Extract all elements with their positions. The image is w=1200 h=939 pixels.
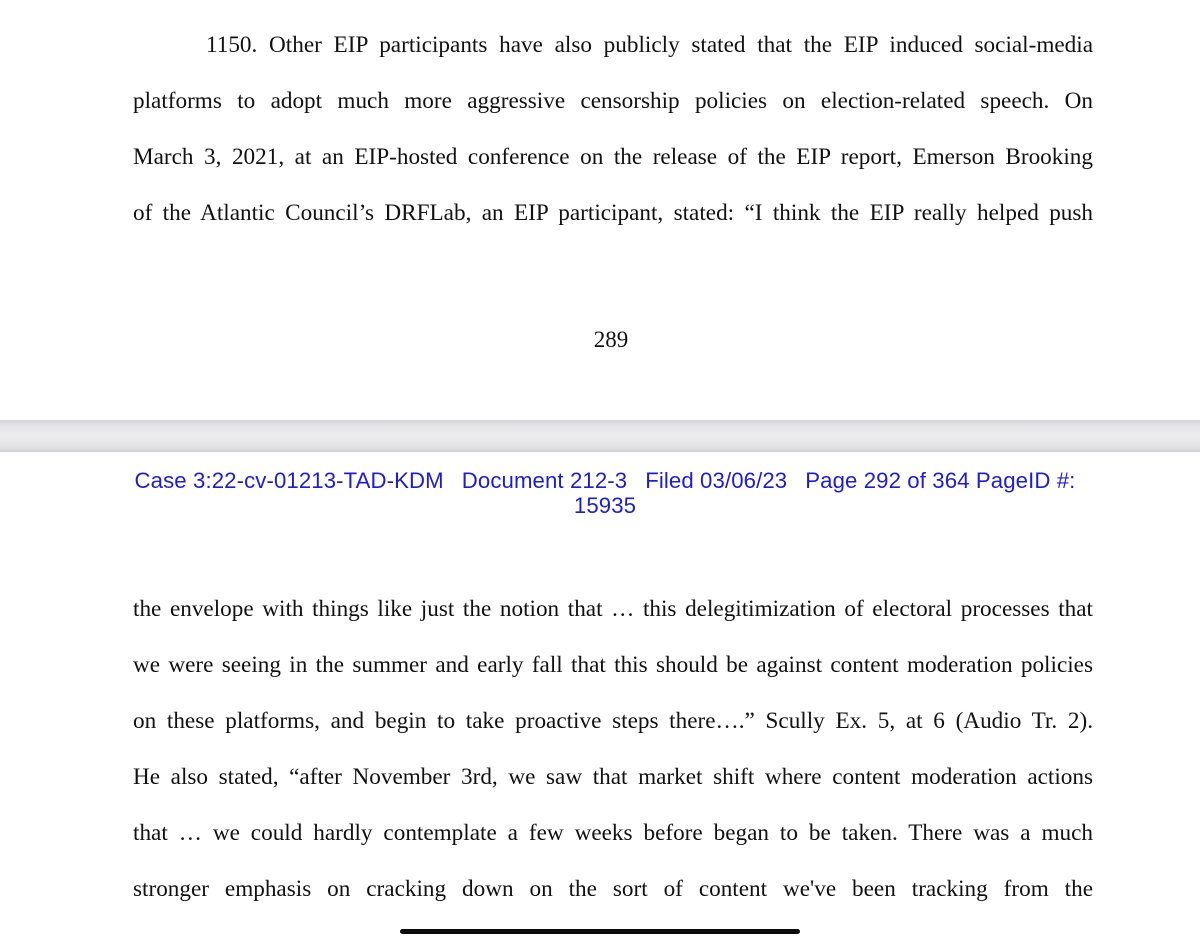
home-indicator[interactable] — [400, 929, 800, 934]
document-page-292 — [0, 452, 1200, 939]
header-page-id: 15935 — [573, 493, 637, 518]
paragraph-line-3: March 3, 2021, at an EIP-hosted conference on the release of the EIP report, Emerson Brooking — [133, 144, 1093, 170]
paragraph-line-7: on these platforms, and begin to take proactive steps there….” Scully Ex. 5, at 6 (Audio Tr. 2). — [133, 708, 1093, 734]
page-number: 289 — [593, 327, 629, 352]
page-divider — [0, 420, 1200, 452]
paragraph-line-10: stronger emphasis on cracking down on the sort of content we've been tracking from the — [133, 876, 1093, 902]
paragraph-line-2: platforms to adopt much more aggressive censorship policies on election-related speech. On — [133, 88, 1093, 114]
header-page-count: Page 292 of 364 PageID #: — [805, 468, 1076, 493]
paragraph-line-5: the envelope with things like just the notion that … this delegitimization of electoral processes that — [133, 596, 1093, 622]
document-page-289 — [0, 0, 1200, 420]
header-filed-date: Filed 03/06/23 — [645, 468, 788, 493]
paragraph-line-4: of the Atlantic Council’s DRFLab, an EIP participant, stated: “I think the EIP really helped push — [133, 200, 1093, 226]
paragraph-line-8: He also stated, “after November 3rd, we saw that market shift where content moderation actions — [133, 764, 1093, 790]
paragraph-line-1: 1150. Other EIP participants have also publicly stated that the EIP induced social-media — [206, 32, 1093, 58]
court-filing-header — [0, 468, 1200, 518]
paragraph-line-6: we were seeing in the summer and early fall that this should be against content moderation policies — [133, 652, 1093, 678]
header-case-number: Case 3:22-cv-01213-TAD-KDM — [134, 468, 444, 493]
header-document-number: Document 212-3 — [461, 468, 628, 493]
paragraph-line-9: that … we could hardly contemplate a few weeks before began to be taken. There was a much — [133, 820, 1093, 846]
